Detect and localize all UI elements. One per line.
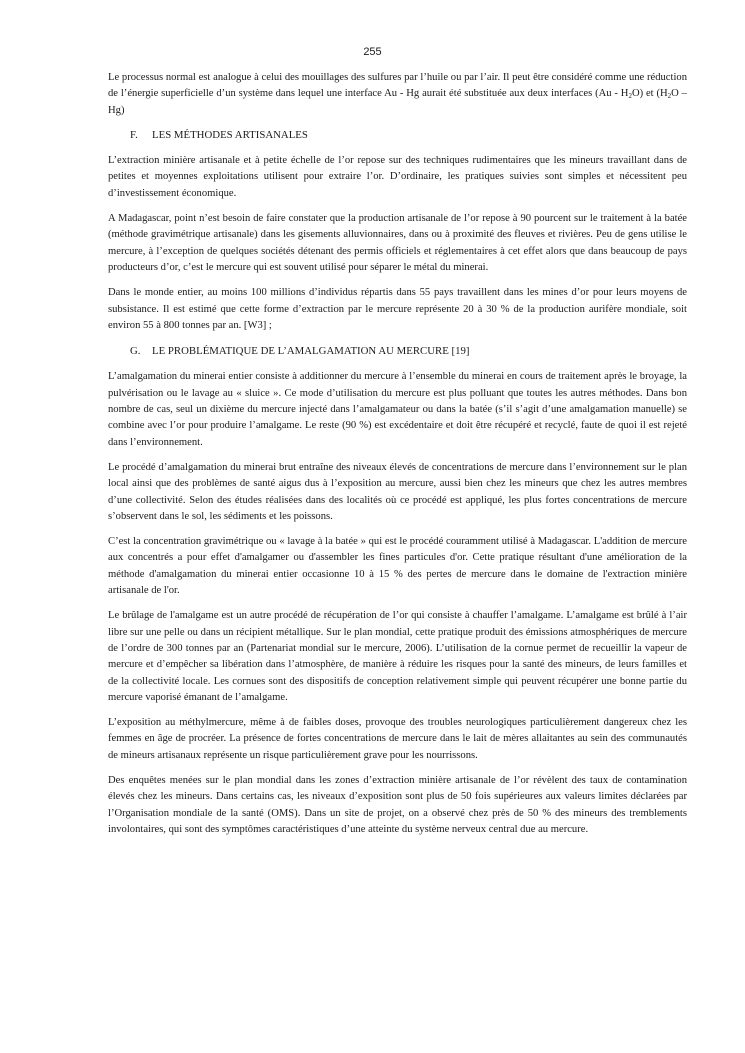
body-paragraph: C’est la concentration gravimétrique ou « lavage à la batée » qui est le procédé couramment utilisé à Madagascar. L'addition de mercure aux concentrés a pour effet d'amalgamer ou d'assembler les fines particules d'or. Cette pratique résultant d'une amélioration de la méthode d'amalgamation du minerai entier occasionne 10 à 15 % des pertes de mercure dans le domaine de l'extraction minière artisanale de l'or. [108,536,687,597]
intro-text-1: Le processus normal est analogue à celui des mouillages des sulfures par l’huile ou par l’air. Il peut être considéré comme une réduction de l’énergie superficielle d’un système dans lequel une interface Au - Hg aurait été substituée aux deux interfaces (Au - H [108,72,687,100]
section-title: LES MÉTHODES ARTISANALES [152,128,308,141]
body-paragraph: L’amalgamation du minerai entier consiste à additionner du mercure à l’ensemble du minerai en cours de traitement après le broyage, la pulvérisation ou le lavage au « sluice ». Ce mode d’utilisation du mercure est plus polluant que toutes les autres méthodes. Dans bon nombre de cas, seul un dixième du mercure injecté dans l’amalgamateur ou dans la batée (s’il s’agit d’une amalgamation manuelle) se combine avec l’or pour produire l’amalgame. Le reste (90 %) est excédentaire et doit être récupéré et recyclé, faute de quoi il est rejeté dans l’environnement. [108,371,687,448]
section-heading-g [130,343,687,359]
body-paragraph: Des enquêtes menées sur le plan mondial dans les zones d’extraction minière artisanale de l’or révèlent des taux de contamination élevés chez les mineurs. Dans certains cas, les niveaux d’exposition sont plus de 50 fois supérieures aux valeurs limites déclarées par l’Organisation mondiale de la santé (OMS). Dans un site de projet, on a observé chez près de 50 % des mineurs des tremblements involontaires, qui sont des symptômes caractéristiques d’une atteinte du système nerveux central due au mercure. [108,774,687,835]
body-paragraph: Le procédé d’amalgamation du minerai brut entraîne des niveaux élevés de concentrations de mercure dans l’environnement sur le plan local ainsi que des problèmes de santé aigus dus à l’exposition au mercure, aussi bien chez les mineurs que chez les autres membres d’une collectivité. Selon des études réalisées dans des localités où ce procédé est appliqué, les plus fortes concentrations de mercure s’observent dans le sol, les sédiments et les poissons. [108,461,687,522]
section-title: LE PROBLÉMATIQUE DE L’AMALGAMATION AU MERCURE [19] [152,345,470,358]
subscript-2: 2 [628,92,632,101]
subscript-2: 2 [667,92,672,101]
body-paragraph: L’extraction minière artisanale et à petite échelle de l’or repose sur des techniques rudimentaires que les mineurs travaillant dans de petites et moyennes exploitations utilisent pour extraire l’or. D’ordinaire, les pratiques suivies sont simples et nécessitent peu d’investissement économique. [108,155,687,199]
intro-text-3: O – Hg) [108,88,687,116]
body-paragraph: L’exposition au méthylmercure, même à de faibles doses, provoque des troubles neurologiques particulièrement dangereux chez les femmes en âge de procréer. La présence de fortes concentrations de mercure dans le lait de mères allaitantes au sein des communautés de mineurs artisanaux représente un risque particulièrement grave pour les nourrissons. [108,717,687,761]
page-number: 255 [363,46,382,58]
intro-text-2: O) et (H [631,88,668,100]
section-letter: F. [130,128,138,141]
page-body [108,70,687,847]
body-paragraph: A Madagascar, point n’est besoin de faire constater que la production artisanale de l’or repose à 90 pourcent sur le traitement à la batée (méthode gravimétrique artisanale) dans les gisements alluvionnaires, dans ou à proximité des fleuves et rivières. Peu de gens utilise le mercure, à l’exception de quelques sociétés détenant des permis officiels et réglementaires à cet effet alors que dans beaucoup de pays producteurs d’or, c’est le mercure qui est souvent utilisé pour séparer le métal du minerai. [108,213,687,273]
body-paragraph: Dans le monde entier, au moins 100 millions d’individus répartis dans 55 pays travaillent dans les mines d’or pour leurs moyens de subsistance. Il est estimé que cette forme d’extraction par le mercure représente 20 à 30 % de la production aurifère mondiale, soit environ 55 à 800 tonnes par an. [W3] ; [108,287,687,331]
intro-paragraph [108,70,687,119]
section-letter: G. [130,345,141,358]
section-heading-f [130,127,687,143]
body-paragraph: Le brûlage de l'amalgame est un autre procédé de récupération de l’or qui consiste à chauffer l’amalgame. L’amalgame est brûlé à l’air libre sur une pelle ou dans un récipient métallique. Sur le plan mondial, cette pratique produit des émissions atmosphériques de mercure de l’ordre de 300 tonnes par an (Partenariat mondial sur le mercure, 2006). L’utilisation de la cornue permet de recueillir la vapeur de mercure et d’empêcher sa libération dans l’atmosphère, de manière à réduire les risques pour la santé des mineurs, de leurs familles et de la collectivité locale. Les cornues sont des dispositifs de conception relativement simple qui peuvent récupérer une bonne partie du mercure vaporisé émanant de l’amalgame. [108,610,687,703]
